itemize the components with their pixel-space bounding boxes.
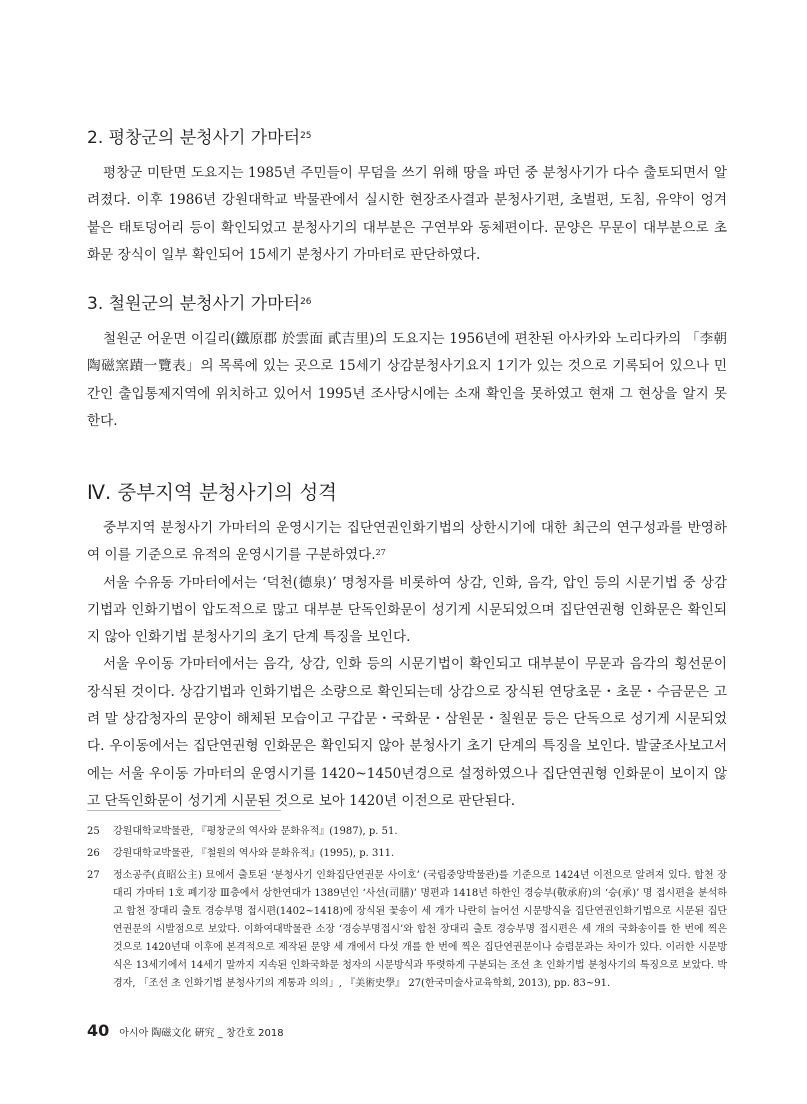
paragraph: 서울 수유동 가마터에서는 ‘덕천(德泉)’ 명청자를 비롯하여 상감, 인화, 음각, 압인 등의 시문기법 중 상감기법과 인화기법이 압도적으로 많고 대부분 단독인화문이 성기게 시문되었으며 집단연권형 인화문은 확인되지 않아 인화기법 분청사기의 초기 단계 특징을 보인다. [87,574,727,646]
footnote-ref-27[interactable]: 27 [375,548,386,558]
section-3-title: 3. 철원군의 분청사기 가마터$^{26}$ [87,294,312,314]
section-2 [87,127,727,149]
page-number: 40 [87,1021,110,1040]
section-3 [87,293,727,315]
footnote-ref-26[interactable]: 26 [300,297,312,307]
paragraph: 철원군 어운면 이길리(鐵原郡 於雲面 貳吉里)의 도요지는 1956년에 편찬된 아사카와 노리다카의 「李朝陶磁窯蹟一覽表」의 목록에 있는 곳으로 15세기 상감분청사기요지 1기가 있는 것으로 기록되어 있으나 민간인 출입통제지역에 위치하고 있어서 1995년 조사당시에는 소재 확인을 못하였고 현재 그 현상을 알지 못한다. [87,331,727,429]
page-footer [87,1021,284,1041]
footnote-number: 26 [87,848,100,859]
paragraph: 중부지역 분청사기 가마터의 운영시기는 집단연권인화기법의 상한시기에 대한 최근의 연구성과를 반영하여 이를 기준으로 유적의 운영시기를 구분하였다.$^{27}$ [87,520,727,564]
footnote-27 [87,867,727,993]
footnote-number: 27 [87,870,100,881]
section-4-title: Ⅳ. 중부지역 분청사기의 성격 [87,481,337,504]
footnote-divider [87,810,281,811]
footnote-text: 정소공주(貞昭公主) 묘에서 출토된 ‘분청사기 인화집단연권문 사이호’ (국립중앙박물관)를 기준으로 1424년 이전으로 알려져 있다. 합천 장대리 가마터 1호 폐기장 Ⅲ층에서 상한연대가 1389년인 ‘사선(司膳)’ 명편과 1418년 하한인 경승부(敬承府)의 ‘승(承)’ 명 접시편을 분석하고 합천 장대리 출토 경승부명 접시편(1402~1418)에 장식된 꽃송이 세 개가 나란히 늘어선 시문방식을 집단연권인화기법으로 시문된 집단연권문의 시발점으로 보았다. 이화여대박물관 소장 ‘경승부명접시’와 합천 장대리 출토 경승부명 접시편은 세 개의 국화송이를 한 번에 찍은 것으로 1420년대 이후에 본격적으로 제작된 문양 세 개에서 다섯 개를 한 번에 찍은 집단연권문이나 승렴문과는 차이가 있다. 이러한 시문방식은 13세기에서 14세기 말까지 지속된 인화국화문 청자의 시문방식과 뚜렷하게 구분되는 조선 초 인화기법 분청사기의 특징으로 보았다. 박경자, 「조선 초 인화기법 분청사기의 계통과 의의」, 『美術史學』 27(한국미술사교육학회, 2013), pp. 83~91. [113,870,727,989]
section-4 [87,480,727,506]
footnote-number: 25 [87,826,100,837]
footnote-ref-25[interactable]: 25 [300,131,312,141]
footnote-text: 강원대학교박물관, 『철원의 역사와 문화유적』(1995), p. 311. [113,848,395,859]
footnote-26 [87,845,727,863]
section-4-body [87,515,727,815]
paragraph: 평창군 미탄면 도요지는 1985년 주민들이 무덤을 쓰기 위해 땅을 파던 중 분청사기가 다수 출토되면서 알려졌다. 이후 1986년 강원대학교 박물관에서 실시한 현장조사결과 분청사기편, 초벌편, 도침, 유약이 엉겨 붙은 태토덩어리 등이 확인되었고 분청사기의 대부분은 구연부와 동체편이다. 문양은 무문이 대부분으로 초화문 장식이 일부 확인되어 15세기 분청사기 가마터로 판단하였다. [87,165,727,263]
journal-title: 아시아 陶磁文化 硏究 _ 창간호 2018 [119,1028,284,1039]
section-3-body [87,326,727,435]
footnote-25 [87,823,727,841]
footnote-text: 강원대학교박물관, 『평창군의 역사와 문화유적』(1987), p. 51. [113,826,398,837]
paragraph: 서울 우이동 가마터에서는 음각, 상감, 인화 등의 시문기법이 확인되고 대부분이 무문과 음각의 횡선문이 장식된 것이다. 상감기법과 인화기법은 소량으로 확인되는데 상감으로 장식된 연당초문・초문・수금문은 고려 말 상감청자의 문양이 해체된 모습이고 구갑문・국화문・삼원문・칠원문 등은 단독으로 성기게 시문되었다. 우이동에서는 집단연권형 인화문은 확인되지 않아 분청사기 초기 단계의 특징을 보인다. 발굴조사보고서에는 서울 우이동 가마터의 운영시기를 1420~1450년경으로 설정하였으나 집단연권형 인화문이 보이지 않고 단독인화문이 성기게 시문된 것으로 보아 1420년 이전으로 판단된다. [87,656,727,809]
section-2-title: 2. 평창군의 분청사기 가마터$^{25}$ [87,128,312,148]
section-2-body [87,160,727,269]
